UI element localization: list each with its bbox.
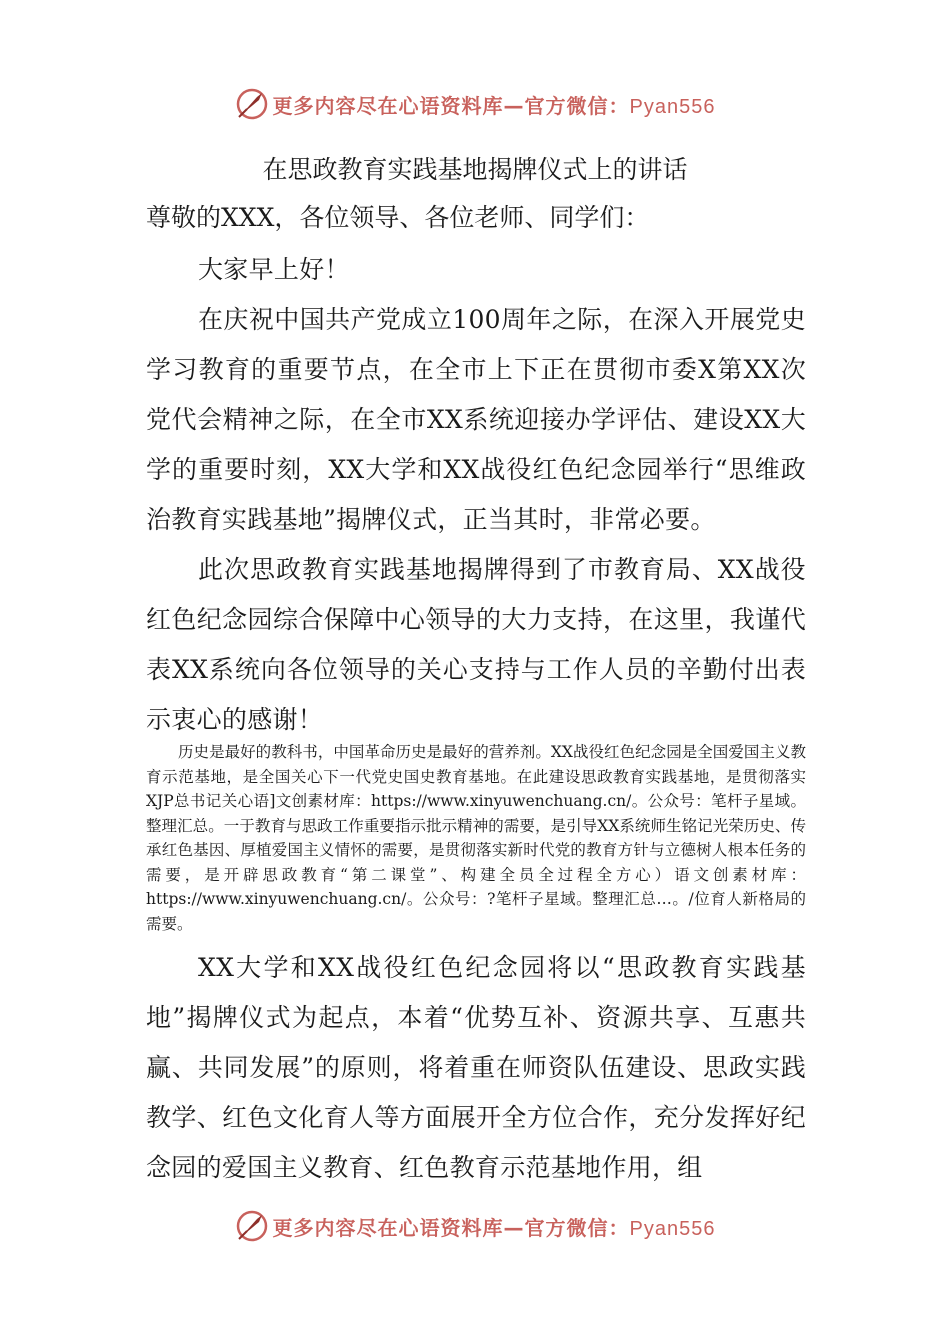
greeting-paragraph: 大家早上好！ [198,255,350,284]
paragraph-1: 在庆祝中国共产党成立100周年之际，在深入开展党史学习教育的重要节点，在全市上下正在贯彻市委X第XX次党代会精神之际，在全市XX系统迎接办学评估、建设XX大学的重要时刻，XX大学和XX战役红色纪念园举行“思维政治教育实践基地”揭牌仪式，正当其时，非常必要。 [146,305,806,534]
footer-watermark-banner [0,1206,950,1246]
paragraph-4: XX大学和XX战役红色纪念园将以“思政教育实践基地”揭牌仪式为起点，本着“优势互补、资源共享、互惠共赢、共同发展”的原则，将着重在师资队伍建设、思政实践教学、红色文化育人等方面展开全方位合作，充分发挥好纪念园的爱国主义教育、红色教育示范基地作用，组 [146,953,806,1182]
quill-logo-icon [235,87,269,121]
quill-logo-icon [235,1209,269,1243]
banner-text: 更多内容尽在心语资料库—官方微信：Pyan556 [272,93,716,118]
salutation: 尊敬的XXX，各位领导、各位老师、同学们： [146,203,650,232]
banner-text: 更多内容尽在心语资料库—官方微信：Pyan556 [272,1215,716,1240]
banner-wechat-id: Pyan556 [629,95,716,118]
paragraph-3-small: 历史是最好的教科书，中国革命历史是最好的营养剂。XX战役红色纪念园是全国爱国主义教育示范基地，是全国关心下一代党史国史教育基地。在此建设思政教育实践基地，是贯彻落实XJP总书记关心语]文创素材库：https://www.xinyuwenchuang.cn/。公众号：笔杆子星域。整理汇总。一于教育与思政工作重要指示批示精神的需要，是引导XX系统师生铭记光荣历史、传承红色基因、厚植爱国主义情怀的需要，是贯彻落实新时代党的教育方针与立德树人根本任务的需要，是开辟思政教育“第二课堂”、构建全员全过程全方心）语文创素材库：https://www.xinyuwenchuang.cn/。公众号：?笔杆子星域。整理汇总…。/位育人新格局的需要。 [146,743,806,933]
document-title: 在思政教育实践基地揭牌仪式上的讲话 [262,155,688,184]
banner-wechat-id: Pyan556 [629,1217,716,1240]
header-watermark-banner [0,84,950,124]
paragraph-2: 此次思政教育实践基地揭牌得到了市教育局、XX战役红色纪念园综合保障中心领导的大力支持，在这里，我谨代表XX系统向各位领导的关心支持与工作人员的辛勤付出表示衷心的感谢！ [146,555,806,734]
